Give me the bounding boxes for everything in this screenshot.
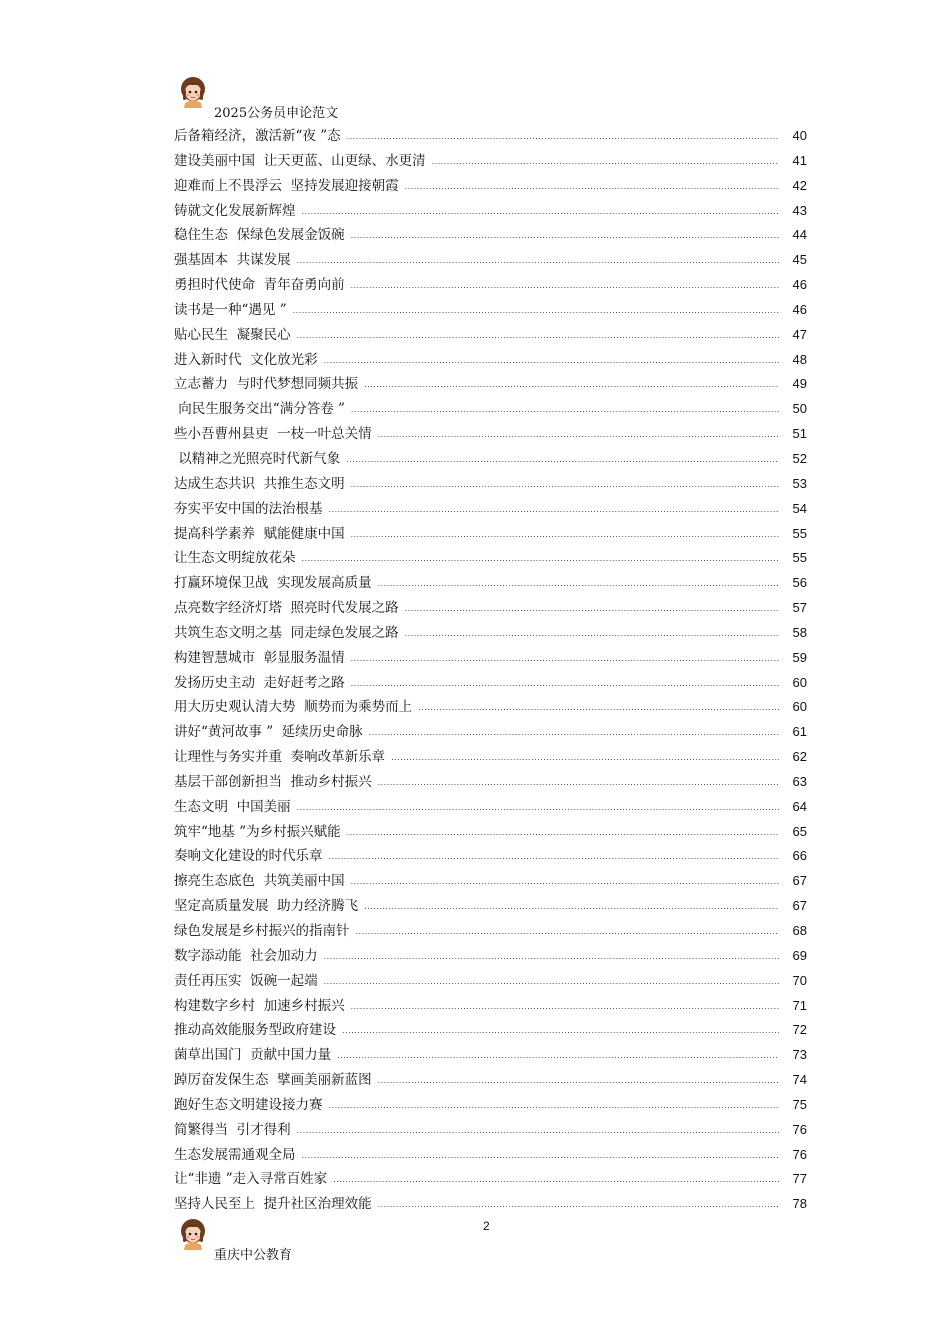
toc-dot-leader [324, 349, 779, 374]
toc-dot-leader [351, 672, 779, 697]
toc-entry-title: 让理性与务实并重 奏响改革新乐章 [174, 749, 386, 766]
toc-entry-page: 50 [792, 401, 807, 417]
toc-entry-page: 60 [792, 699, 807, 715]
toc-entry-page: 71 [792, 997, 807, 1013]
toc-entry[interactable] [174, 298, 807, 323]
toc-entry[interactable] [174, 1118, 807, 1143]
toc-entry[interactable] [174, 273, 807, 298]
toc-dot-leader [329, 498, 780, 523]
toc-entry-page: 52 [792, 450, 807, 466]
toc-dot-leader [364, 895, 779, 920]
toc-dot-leader [378, 572, 779, 597]
toc-entry-page: 48 [792, 351, 807, 367]
toc-entry-page: 43 [792, 202, 807, 218]
toc-entry-page: 73 [792, 1047, 807, 1063]
toc-entry-page: 59 [792, 649, 807, 665]
toc-entry-page: 60 [792, 674, 807, 690]
toc-entry[interactable] [174, 522, 807, 547]
toc-entry-title: 贴心民生 凝聚民心 [174, 326, 291, 343]
toc-entry[interactable] [174, 497, 807, 522]
toc-entry-title: 坚定高质量发展 助力经济腾飞 [174, 898, 359, 915]
toc-entry[interactable] [174, 174, 807, 199]
toc-entry-page: 67 [792, 898, 807, 914]
toc-entry-title: 用大历史观认清大势 顺势而为乘势而上 [174, 699, 413, 716]
toc-entry[interactable] [174, 621, 807, 646]
toc-entry-title: 踔厉奋发保生态 擘画美丽新蓝图 [174, 1072, 372, 1089]
toc-dot-leader [391, 746, 779, 771]
toc-entry-page: 68 [792, 923, 807, 938]
toc-entry-page: 46 [792, 277, 807, 293]
cartoon-girl-icon [178, 1218, 208, 1250]
toc-entry-title: 基层干部创新担当 推动乡村振兴 [174, 773, 372, 790]
toc-dot-leader [351, 398, 779, 423]
toc-entry-page: 55 [792, 550, 807, 566]
toc-entry[interactable] [174, 1018, 807, 1043]
toc-entry[interactable] [174, 149, 807, 174]
toc-entry[interactable] [174, 1143, 807, 1168]
toc-dot-leader [364, 373, 779, 398]
toc-entry-title: 后备箱经济，激活新“夜 ”态 [174, 128, 341, 144]
toc-entry[interactable] [174, 969, 807, 994]
footer-org-name: 重庆中公教育 [214, 1248, 293, 1263]
page-number: 2 [483, 1219, 490, 1233]
toc-entry[interactable] [174, 571, 807, 596]
toc-entry-page: 63 [792, 773, 807, 789]
toc-dot-leader [302, 1144, 780, 1169]
toc-entry-title: 夯实平安中国的法治根基 [174, 500, 323, 517]
toc-entry-title: 稳住生态 保绿色发展金饭碗 [174, 227, 345, 244]
toc-entry[interactable] [174, 1043, 807, 1068]
toc-entry-title: 以精神之光照亮时代新气象 [174, 450, 341, 467]
toc-entry-title: 打赢环境保卫战 实现发展高质量 [174, 575, 372, 592]
toc-entry[interactable] [174, 223, 807, 248]
toc-entry-title: 铸就文化发展新辉煌 [174, 202, 296, 219]
toc-entry[interactable] [174, 919, 807, 944]
toc-entry-title: 奏响文化建设的时代乐章 [174, 848, 323, 865]
toc-dot-leader [405, 622, 779, 647]
toc-entry-title: 达成生态共识 共推生态文明 [174, 475, 345, 492]
toc-dot-leader [346, 448, 779, 473]
toc-entry-page: 69 [792, 947, 807, 963]
toc-entry-page: 41 [792, 152, 807, 168]
toc-dot-leader [378, 423, 779, 448]
toc-entry-title: 跑好生态文明建设接力赛 [174, 1096, 323, 1113]
toc-dot-leader [337, 1044, 779, 1069]
table-of-contents [174, 124, 807, 1217]
toc-entry[interactable] [174, 1167, 807, 1192]
toc-dot-leader [378, 1193, 779, 1218]
toc-entry[interactable] [174, 795, 807, 820]
toc-entry[interactable] [174, 447, 807, 472]
toc-entry-title: 讲好“黄河故事 ” 延续历史命脉 [174, 724, 363, 741]
toc-entry[interactable] [174, 994, 807, 1019]
toc-dot-leader [351, 274, 779, 299]
toc-entry[interactable] [174, 596, 807, 621]
toc-dot-leader [324, 945, 779, 970]
toc-entry-page: 72 [792, 1022, 807, 1038]
toc-entry-title: 建设美丽中国 让天更蓝、山更绿、水更清 [174, 152, 426, 169]
toc-entry-title: 发扬历史主动 走好赶考之路 [174, 674, 345, 691]
toc-entry-title: 责任再压实 饭碗一起端 [174, 972, 318, 989]
toc-entry[interactable] [174, 372, 807, 397]
toc-entry-page: 75 [792, 1096, 807, 1112]
toc-entry[interactable] [174, 546, 807, 571]
toc-dot-leader [369, 721, 779, 746]
toc-entry-page: 66 [792, 848, 807, 864]
toc-entry-title: 向民生服务交出“满分答卷 ” [174, 401, 345, 418]
toc-dot-leader [347, 125, 779, 150]
toc-entry[interactable] [174, 348, 807, 373]
toc-entry-page: 53 [792, 475, 807, 491]
toc-dot-leader [333, 1168, 779, 1193]
toc-entry-page: 49 [792, 376, 807, 392]
toc-entry-page: 57 [792, 600, 807, 616]
toc-entry[interactable] [174, 397, 807, 422]
toc-dot-leader [329, 845, 780, 870]
toc-entry-title: 些小吾曹州县吏 一枝一叶总关情 [174, 426, 372, 443]
toc-entry[interactable] [174, 422, 807, 447]
toc-dot-leader [405, 597, 779, 622]
toc-entry-title: 勇担时代使命 青年奋勇向前 [174, 277, 345, 294]
toc-entry-title: 强基固本 共谋发展 [174, 252, 291, 269]
toc-entry[interactable] [174, 695, 807, 720]
toc-entry-page: 54 [792, 500, 807, 516]
toc-entry-page: 44 [792, 227, 807, 243]
toc-entry-title: 共筑生态文明之基 同走绿色发展之路 [174, 624, 399, 641]
toc-dot-leader [329, 1094, 780, 1119]
page-footer [174, 1216, 374, 1266]
toc-entry-title: 让生态文明绽放花朵 [174, 550, 296, 567]
toc-entry[interactable] [174, 820, 807, 845]
toc-entry-title: 迎难而上不畏浮云 坚持发展迎接朝霞 [174, 177, 399, 194]
toc-entry-page: 61 [792, 724, 807, 740]
toc-entry-title: 提高科学素养 赋能健康中国 [174, 525, 345, 542]
toc-entry-page: 78 [792, 1196, 807, 1212]
toc-entry-page: 46 [792, 301, 807, 317]
toc-entry-title: 读书是一种“遇见 ” [174, 301, 287, 318]
toc-entry[interactable] [174, 869, 807, 894]
toc-entry[interactable] [174, 770, 807, 795]
toc-entry[interactable] [174, 1068, 807, 1093]
toc-entry-title: 构建智慧城市 彰显服务温情 [174, 649, 345, 666]
toc-dot-leader [418, 696, 779, 721]
cartoon-girl-icon [178, 76, 208, 108]
toc-entry-page: 42 [792, 177, 807, 193]
toc-dot-leader [297, 324, 779, 349]
toc-entry-page: 76 [792, 1146, 807, 1162]
toc-dot-leader [432, 150, 779, 175]
toc-entry-title: 坚持人民至上 提升社区治理效能 [174, 1196, 372, 1213]
toc-entry[interactable] [174, 745, 807, 770]
toc-entry-title: 让“非遗 ”走入寻常百姓家 [174, 1171, 328, 1188]
toc-entry[interactable] [174, 1093, 807, 1118]
toc-dot-leader [378, 1069, 779, 1094]
toc-entry-title: 绿色发展是乡村振兴的指南针 [174, 923, 350, 939]
toc-entry-page: 76 [792, 1121, 807, 1137]
toc-entry-title: 推动高效能服务型政府建设 [174, 1022, 336, 1039]
toc-dot-leader [351, 995, 779, 1020]
toc-entry-page: 47 [792, 326, 807, 342]
toc-entry-title: 生态文明 中国美丽 [174, 798, 291, 815]
toc-dot-leader [351, 647, 779, 672]
toc-entry[interactable] [174, 1192, 807, 1217]
toc-entry-page: 65 [792, 823, 807, 839]
toc-entry-title: 数字添动能 社会加动力 [174, 947, 318, 964]
toc-entry-page: 67 [792, 873, 807, 889]
toc-dot-leader [342, 1019, 779, 1044]
toc-entry[interactable] [174, 248, 807, 273]
toc-entry[interactable] [174, 944, 807, 969]
toc-entry-title: 生态发展需通观全局 [174, 1146, 296, 1163]
page-header [174, 74, 794, 124]
toc-dot-leader [302, 547, 780, 572]
toc-entry-page: 55 [792, 525, 807, 541]
toc-entry[interactable] [174, 894, 807, 919]
toc-entry[interactable] [174, 844, 807, 869]
toc-entry-page: 56 [792, 575, 807, 591]
toc-entry-page: 40 [792, 128, 807, 143]
toc-dot-leader [405, 175, 779, 200]
toc-entry-title: 擦亮生态底色 共筑美丽中国 [174, 873, 345, 890]
toc-entry-title: 筑牢“地基 ”为乡村振兴赋能 [174, 823, 341, 840]
toc-entry[interactable] [174, 646, 807, 671]
toc-entry-page: 74 [792, 1072, 807, 1088]
toc-dot-leader [293, 299, 779, 324]
toc-dot-leader [297, 796, 779, 821]
toc-dot-leader [324, 970, 779, 995]
toc-entry-title: 菌草出国门 贡献中国力量 [174, 1047, 332, 1064]
toc-entry-page: 45 [792, 252, 807, 268]
toc-entry[interactable] [174, 323, 807, 348]
toc-dot-leader [351, 523, 779, 548]
toc-dot-leader [351, 473, 779, 498]
toc-entry[interactable] [174, 124, 807, 149]
toc-entry-page: 64 [792, 798, 807, 814]
document-title: 2025公务员申论范文 [214, 106, 339, 121]
toc-entry-title: 简繁得当 引才得利 [174, 1121, 291, 1138]
toc-entry[interactable] [174, 199, 807, 224]
toc-entry-title: 构建数字乡村 加速乡村振兴 [174, 997, 345, 1014]
toc-dot-leader [347, 821, 779, 846]
toc-entry-page: 77 [792, 1171, 807, 1187]
toc-dot-leader [351, 870, 779, 895]
toc-dot-leader [351, 224, 779, 249]
toc-dot-leader [356, 920, 780, 945]
toc-dot-leader [297, 249, 779, 274]
toc-dot-leader [297, 1119, 779, 1144]
toc-entry[interactable] [174, 671, 807, 696]
toc-entry-page: 70 [792, 972, 807, 988]
toc-entry-title: 点亮数字经济灯塔 照亮时代发展之路 [174, 600, 399, 617]
toc-entry-page: 51 [792, 426, 807, 442]
toc-entry[interactable] [174, 720, 807, 745]
toc-entry-page: 58 [792, 624, 807, 640]
toc-entry[interactable] [174, 472, 807, 497]
toc-entry-page: 62 [792, 749, 807, 765]
toc-entry-title: 立志蓄力 与时代梦想同频共振 [174, 376, 359, 393]
toc-entry-title: 进入新时代 文化放光彩 [174, 351, 318, 368]
toc-dot-leader [378, 771, 779, 796]
toc-dot-leader [302, 200, 780, 225]
